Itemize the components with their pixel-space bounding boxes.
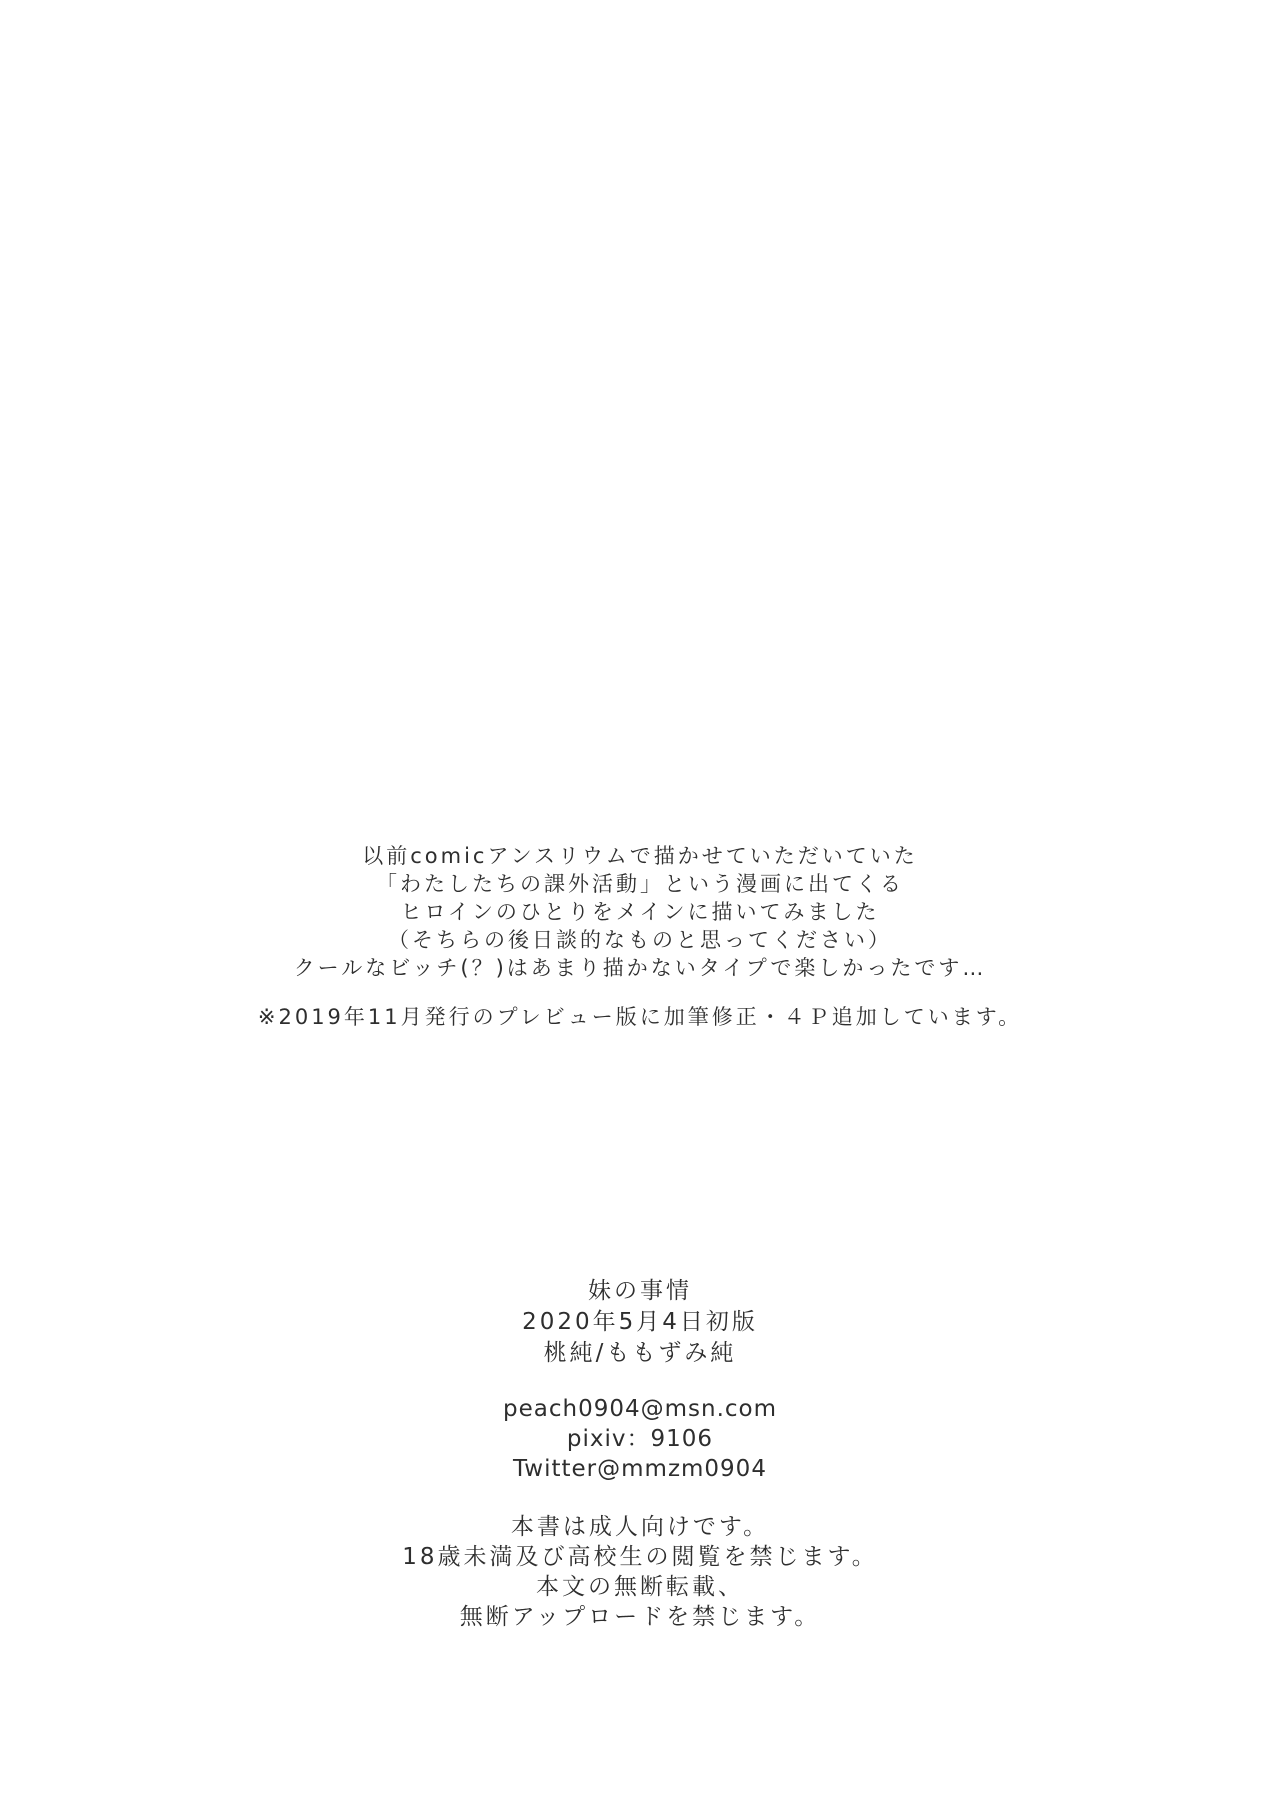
edition-date: 2020年5月4日初版 [522,1309,758,1335]
afterword-block [0,842,1280,1031]
afterword-line-1: 以前comicアンスリウムで描かせていただいていた [362,844,918,868]
author-name: 桃純/ももずみ純 [543,1340,737,1366]
afterword-line-4: （そちらの後日談的なものと思ってください） [388,928,892,952]
book-title: 妹の事情 [588,1278,692,1304]
colophon-block [0,1276,1280,1369]
adult-notice-block [0,1512,1280,1632]
twitter-handle: Twitter@mmzm0904 [513,1456,767,1482]
afterword-line-2: 「わたしたちの課外活動」という漫画に出てくる [376,872,904,896]
afterword-line-3: ヒロインのひとりをメインに描いてみました [400,900,880,924]
notice-line-4: 無断アップロードを禁じます。 [459,1604,821,1630]
notice-line-1: 本書は成人向けです。 [510,1514,770,1540]
notice-line-3: 本文の無断転載、 [536,1574,744,1600]
contact-block [0,1394,1280,1484]
notice-line-2: 18歳未満及び高校生の閲覧を禁じます。 [402,1544,878,1570]
pixiv-id: pixiv：9106 [566,1426,714,1452]
afterword-line-5: クールなビッチ(？)はあまり描かないタイプで楽しかったです… [293,956,987,980]
email-address: peach0904@msn.com [503,1396,777,1422]
revision-note: ※2019年11月発行のプレビュー版に加筆修正・４Ｐ追加しています。 [257,1005,1023,1029]
